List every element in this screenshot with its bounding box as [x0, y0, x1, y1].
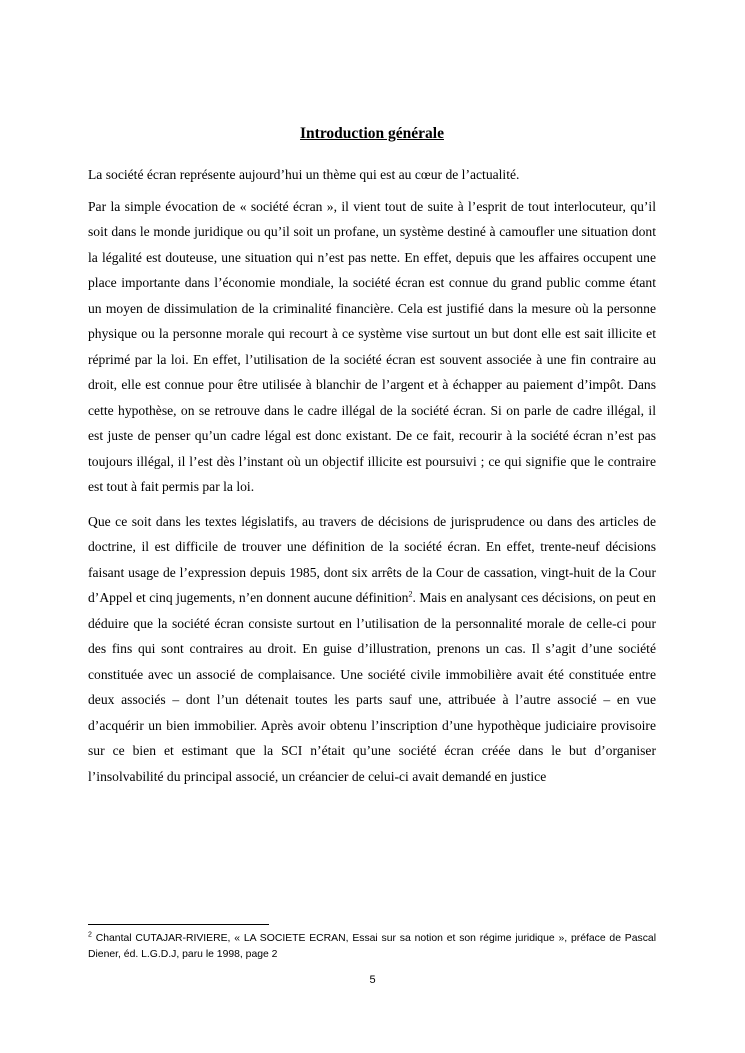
- paragraph-2-text-b: . Mais en analysant ces décisions, on peut en déduire que la société écran consiste surtout en l’utilisation de la personnalité morale de celle-ci pour des fins qui sont contraires au droit. En guise d’illustration, prenons un cas. Il s’agit d’une société constituée avec un associé de complaisance. Une société civile immobilière avait été constituée entre deux associés – dont l’un détenait toutes les parts sauf une, attribuée à l’autre associé – en vue d’acquérir un bien immobilier. Après avoir obtenu l’inscription d’une hypothèque judiciaire provisoire sur ce bien et estimant que la SCI n’était qu’une société écran créée dans le but d’organiser l’insolvabilité du principal associé, un créancier de celui-ci avait demandé en justice: [88, 590, 656, 784]
- page-title: Introduction générale: [300, 125, 444, 142]
- footnote-reference[interactable]: 2: [408, 589, 413, 599]
- paragraph-2: [88, 509, 656, 790]
- page-body: [88, 124, 656, 798]
- page-number: 5: [369, 974, 376, 986]
- footnote-number: 2: [88, 931, 92, 939]
- footnote-text: Chantal CUTAJAR-RIVIERE, « LA SOCIETE ECRAN, Essai sur sa notion et son régime juridique », préface de Pascal Diener, éd. L.G.D.J, paru le 1998, page 2: [88, 933, 656, 960]
- footnote: [88, 931, 656, 963]
- intro-paragraph: La société écran représente aujourd’hui un thème qui est au cœur de l’actualité.: [88, 167, 520, 182]
- paragraph-2-text-a: Que ce soit dans les textes législatifs, au travers de décisions de jurisprudence ou dans des articles de doctrine, il est difficile de trouver une définition de la société écran. En effet, trente-neuf décisions faisant usage de l’expression depuis 1985, dont six arrêts de la Cour de cassation, vingt-huit de la Cour d’Appel et cinq jugements, n’en donnent aucune définition: [88, 513, 656, 605]
- footnote-separator: [88, 924, 269, 925]
- paragraph-1: Par la simple évocation de « société écran », il vient tout de suite à l’esprit de tout interlocuteur, qu’il soit dans le monde juridique ou qu’il soit un profane, un système destiné à camoufler une situation dont la légalité est douteuse, une situation qui n’est pas nette. En effet, depuis que les affaires occupent une place importante dans l’économie mondiale, la société écran est connue du grand public comme étant un moyen de dissimulation de la criminalité financière. Cela est justifié dans la mesure où la personne physique ou la personne morale qui recourt à ce système vise surtout un but dont elle est sait illicite et réprimé par la loi. En effet, l’utilisation de la société écran est souvent associée à une fin contraire au droit, elle est connue pour être utilisée à blanchir de l’argent et à échapper au paiement d’impôt. Dans cette hypothèse, on se retrouve dans le cadre illégal de la société écran. Si on parle de cadre illégal, il est juste de penser qu’un cadre légal est donc existant. De ce fait, recourir à la société écran n’est pas toujours illégal, il l’est dès l’instant où un objectif illicite est poursuivi ; ce qui signifie que le contraire est tout à fait permis par la loi.: [88, 198, 656, 494]
